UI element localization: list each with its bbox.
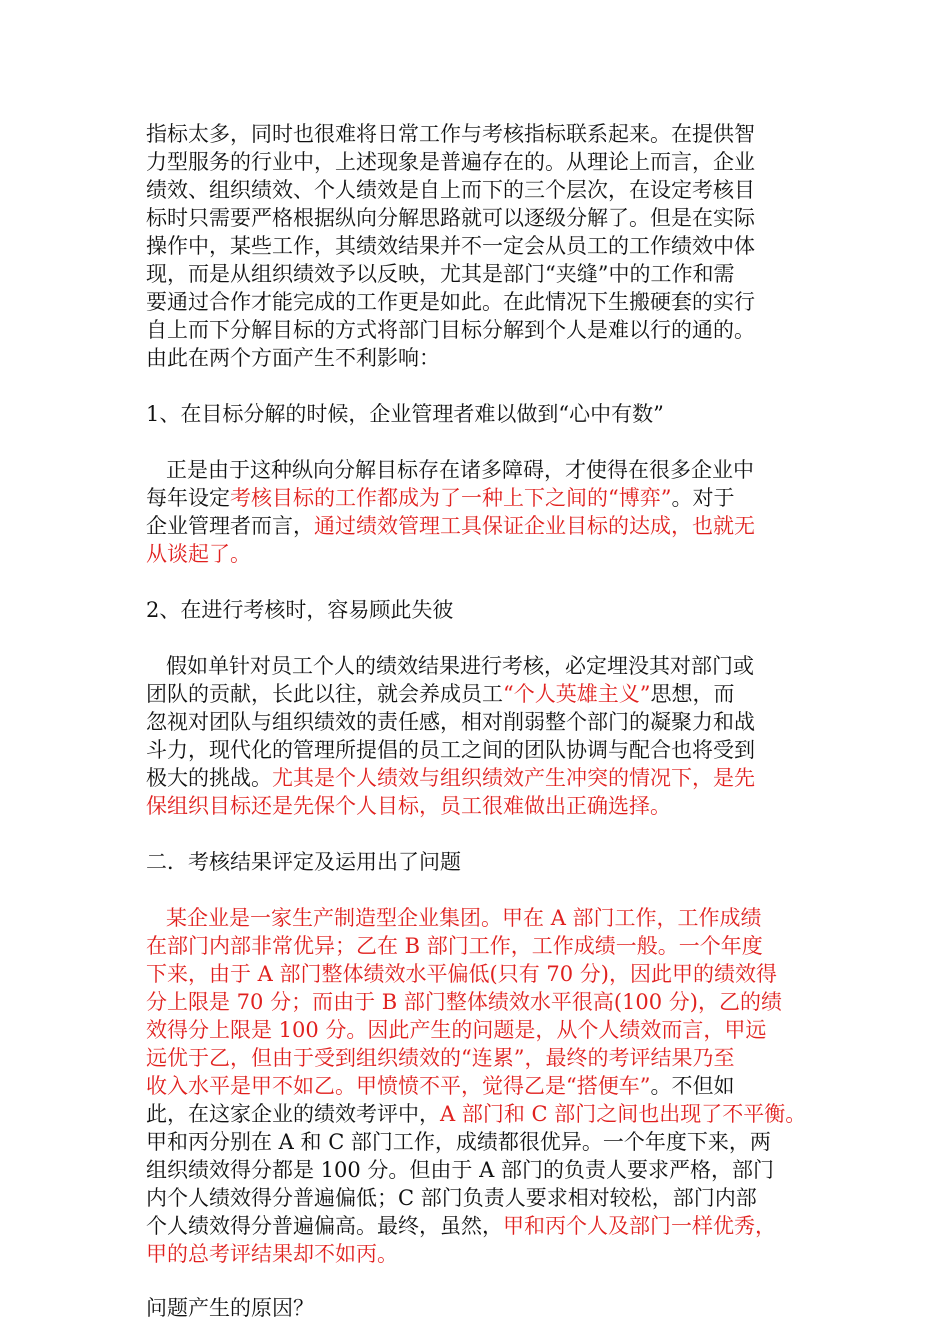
highlighted-text: 从谈起了。 — [146, 542, 251, 566]
highlighted-text: 分上限是 70 分；而由于 B 部门整体绩效水平很高(100 分)，乙的绩 — [146, 990, 782, 1014]
highlighted-text: 收入水平是甲不如乙。甲愤愤不平，觉得乙是“搭便车” — [146, 1074, 651, 1098]
paragraph-line: 正是由于这种纵向分解目标存在诸多障碍，才使得在很多企业中 — [146, 458, 755, 482]
highlighted-text: 考核目标的工作都成为了一种上下之间的“博弈” — [230, 486, 672, 510]
highlighted-text: 下来，由于 A 部门整体绩效水平偏低(只有 70 分)，因此甲的绩效得 — [146, 962, 777, 986]
section-heading-3: 二．考核结果评定及运用出了问题 — [146, 850, 461, 874]
text-run: 每年设定 — [146, 486, 230, 510]
highlighted-text: 远优于乙，但由于受到组织绩效的“连累”，最终的考评结果乃至 — [146, 1046, 735, 1070]
highlighted-text: 某企业是一家生产制造型企业集团。甲在 A 部门工作，工作成绩 — [146, 906, 762, 930]
highlighted-text: 效得分上限是 100 分。因此产生的问题是，从个人绩效而言，甲远 — [146, 1018, 767, 1042]
paragraph-line: 力型服务的行业中，上述现象是普遍存在的。从理论上而言，企业 — [146, 150, 755, 174]
section-heading-2: 2、在进行考核时，容易顾此失彼 — [146, 598, 454, 622]
paragraph-line: 假如单针对员工个人的绩效结果进行考核，必定埋没其对部门或 — [146, 654, 755, 678]
paragraph-line: 自上而下分解目标的方式将部门目标分解到个人是难以行的通的。 — [146, 318, 755, 342]
highlighted-text: 保组织目标还是先保个人目标，员工很难做出正确选择。 — [146, 794, 671, 818]
highlighted-text: 。 — [785, 1102, 807, 1126]
paragraph-line — [146, 1074, 734, 1098]
highlighted-text: 通过绩效管理工具保证企业目标的达成，也就无 — [314, 514, 755, 538]
paragraph-line — [146, 682, 734, 706]
paragraph-line: 操作中，某些工作，其绩效结果并不一定会从员工的工作绩效中体 — [146, 234, 755, 258]
text-run: 思想，而 — [650, 682, 735, 706]
paragraph-line: 内个人绩效得分普遍偏低；C 部门负责人要求相对较松，部门内部 — [146, 1186, 757, 1210]
text-run: 。对于 — [671, 486, 735, 510]
paragraph-line: 组织绩效得分都是 100 分。但由于 A 部门的负责人要求严格，部门 — [146, 1158, 774, 1182]
text-run: 团队的贡献，长此以往，就会养成员工 — [146, 682, 503, 706]
highlighted-text: 甲的总考评结果却不如丙。 — [146, 1242, 398, 1266]
text-run: 极大的挑战。 — [146, 766, 272, 790]
paragraph-line — [146, 1102, 806, 1126]
text-run: 企业管理者而言， — [146, 514, 314, 538]
paragraph-line: 标时只需要严格根据纵向分解思路就可以逐级分解了。但是在实际 — [146, 206, 755, 230]
paragraph-line: 斗力，现代化的管理所提倡的员工之间的团队协调与配合也将受到 — [146, 738, 755, 762]
highlighted-text: 甲和丙个人及部门一样优秀， — [503, 1214, 776, 1238]
text-run: 。不但如 — [650, 1074, 735, 1098]
paragraph-line — [146, 486, 734, 510]
section-heading-4: 问题产生的原因？ — [146, 1296, 314, 1320]
text-run: 此，在这家企业的绩效考评中， — [146, 1102, 440, 1126]
paragraph-line — [146, 1214, 776, 1238]
paragraph-line: 甲和丙分别在 A 和 C 部门工作，成绩都很优异。一个年度下来，两 — [146, 1130, 771, 1154]
highlighted-text: “个人英雄主义” — [503, 682, 651, 706]
paragraph-line: 由此在两个方面产生不利影响： — [146, 346, 440, 370]
paragraph-line — [146, 766, 755, 790]
paragraph-line: 忽视对团队与组织绩效的责任感，相对削弱整个部门的凝聚力和战 — [146, 710, 755, 734]
paragraph-line: 指标太多，同时也很难将日常工作与考核指标联系起来。在提供智 — [146, 122, 755, 146]
paragraph-line: 绩效、组织绩效、个人绩效是自上而下的三个层次，在设定考核目 — [146, 178, 755, 202]
paragraph-line — [146, 514, 755, 538]
paragraph-line: 现，而是从组织绩效予以反映，尤其是部门“夹缝”中的工作和需 — [146, 262, 735, 286]
text-run: 个人绩效得分普遍偏高。最终，虽然， — [146, 1214, 503, 1238]
highlighted-text: 在部门内部非常优异；乙在 B 部门工作，工作成绩一般。一个年度 — [146, 934, 763, 958]
section-heading-1: 1、在目标分解的时候，企业管理者难以做到“心中有数” — [146, 402, 664, 426]
paragraph-line: 要通过合作才能完成的工作更是如此。在此情况下生搬硬套的实行 — [146, 290, 755, 314]
highlighted-text: A 部门和 C 部门之间也出现了不平衡 — [440, 1102, 786, 1126]
highlighted-text: 尤其是个人绩效与组织绩效产生冲突的情况下，是先 — [272, 766, 755, 790]
